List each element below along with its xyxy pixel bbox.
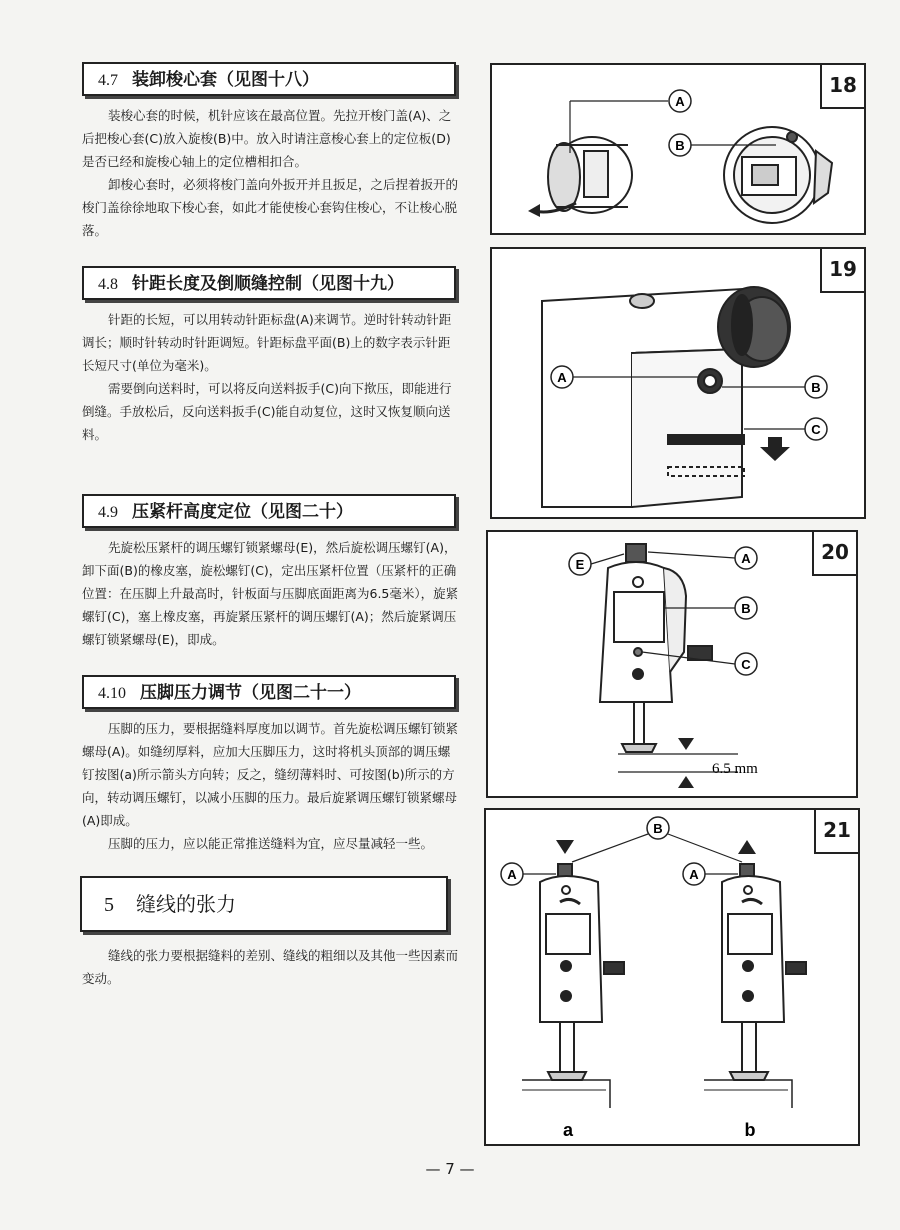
section-4-8-body (82, 308, 462, 446)
arrow-icon (678, 738, 694, 750)
callout-label: C (741, 657, 751, 672)
section-number: 4.10 (98, 685, 126, 702)
machine-head-b (722, 864, 806, 1080)
callout-label: A (675, 94, 685, 109)
section-title: 装卸梭心套（见图十八） (132, 70, 319, 90)
paragraph: 卸梭心套时，必须将梭门盖向外扳开并且扳足，之后捏着扳开的梭门盖徐徐地取下梭心套，如此才能使梭心套钩住梭心，不让梭心脱落。 (82, 177, 459, 238)
callout-label: B (675, 138, 685, 153)
figure-number: 18 (820, 65, 864, 109)
callout-label: C (811, 422, 821, 437)
stitch-dial (698, 369, 722, 393)
chapter-5-heading (80, 876, 448, 932)
rotary-hook (724, 127, 832, 223)
presser-pressure-illustration (486, 810, 860, 1146)
paragraph: 需要倒向送料时，可以将反向送料扳手(C)向下揿压，即能进行倒缝。手放松后，反向送料扳手(C)能自动复位，这时又恢复顺向送料。 (82, 381, 452, 442)
figure-18 (490, 63, 866, 235)
machine-head-a (540, 864, 624, 1080)
figure-19 (490, 247, 866, 519)
section-title: 压脚压力调节（见图二十一） (140, 683, 361, 703)
section-4-10-body (82, 717, 462, 855)
figure-21 (484, 808, 860, 1146)
figure-number: 20 (812, 532, 856, 576)
handwheel (718, 287, 790, 367)
machine-arm (542, 289, 742, 507)
dimension-label: 6.5 mm (712, 761, 758, 777)
section-4-8-heading (82, 266, 456, 300)
bobbin-case-illustration (492, 65, 866, 235)
callout-label: E (575, 557, 585, 572)
section-number: 4.8 (98, 276, 118, 293)
page-number: — 7 — (425, 1160, 475, 1178)
subfigure-label-b: b (744, 1120, 756, 1140)
arrow-icon (678, 776, 694, 788)
paragraph: 压脚的压力，要根据缝料厚度加以调节。首先旋松调压螺钉锁紧螺母(A)。如缝纫厚料，应加大压脚压力，这时将机头顶部的调压螺钉按图(a)所示箭头方向转；反之，缝纫薄料时、可按图(b)所示的方向，转动调压螺钉，以减小压脚的压力。最后旋紧调压螺钉锁紧螺母(A)即成。 (82, 721, 459, 828)
stitch-length-illustration (492, 249, 866, 519)
bobbin-case (548, 137, 632, 213)
arrow-up-icon (738, 840, 756, 854)
section-title: 缝线的张力 (136, 892, 236, 916)
machine-head (600, 544, 712, 752)
arrow-down-icon (556, 840, 574, 854)
paragraph: 先旋松压紧杆的调压螺钉锁紧螺母(E)，然后旋松调压螺钉(A)，卸下面(B)的橡皮塞，旋松螺钉(C)，定出压紧杆位置（压紧杆的正确位置：在压脚上升最高时，针板面与压脚底面距离为6.5毫米），旋紧螺钉(C)，塞上橡皮塞，再旋紧压紧杆的调压螺钉(A)；然后旋紧调压螺钉锁紧螺母(E)，即成。 (82, 540, 459, 647)
section-title: 针距长度及倒顺缝控制（见图十九） (132, 274, 404, 294)
section-4-10-heading (82, 675, 456, 709)
arrow-icon (528, 204, 540, 217)
callout-label: B (741, 601, 751, 616)
section-number: 4.7 (98, 72, 118, 89)
paragraph: 压脚的压力，应以能正常推送缝料为宜，应尽量减轻一些。 (108, 836, 434, 851)
figure-20 (486, 530, 858, 798)
paragraph: 缝线的张力要根据缝料的差别、缝线的粗细以及其他一些因素而变动。 (82, 948, 459, 986)
paragraph: 针距的长短，可以用转动针距标盘(A)来调节。逆时针转动针距调长；顺时针转动时针距调短。针距标盘平面(B)上的数字表示针距长短尺寸(单位为毫米)。 (82, 312, 452, 373)
presser-bar-illustration (488, 532, 858, 798)
arrow-icon (760, 437, 790, 461)
callout-label: A (507, 867, 517, 882)
callout-label: B (811, 380, 821, 395)
chapter-5-body (82, 944, 462, 990)
subfigure-label-a: a (562, 1120, 574, 1140)
callout-label: A (741, 551, 751, 566)
section-title: 压紧杆高度定位（见图二十） (132, 502, 353, 522)
section-4-7-body (82, 104, 462, 242)
figure-number: 21 (814, 810, 858, 854)
section-4-9-heading (82, 494, 456, 528)
paragraph: 装梭心套的时候，机针应该在最高位置。先拉开梭门盖(A)、之后把梭心套(C)放入旋梭(B)中。放入时请注意梭心套上的定位板(D)是否已经和旋梭心轴上的定位槽相扣合。 (82, 108, 452, 169)
section-4-9-body (82, 536, 462, 651)
section-4-7-heading (82, 62, 456, 96)
section-number: 4.9 (98, 504, 118, 521)
callout-label: A (557, 370, 567, 385)
callout-label: A (689, 867, 699, 882)
figure-number: 19 (820, 249, 864, 293)
section-number: 5 (104, 894, 114, 916)
callout-label: B (653, 821, 663, 836)
